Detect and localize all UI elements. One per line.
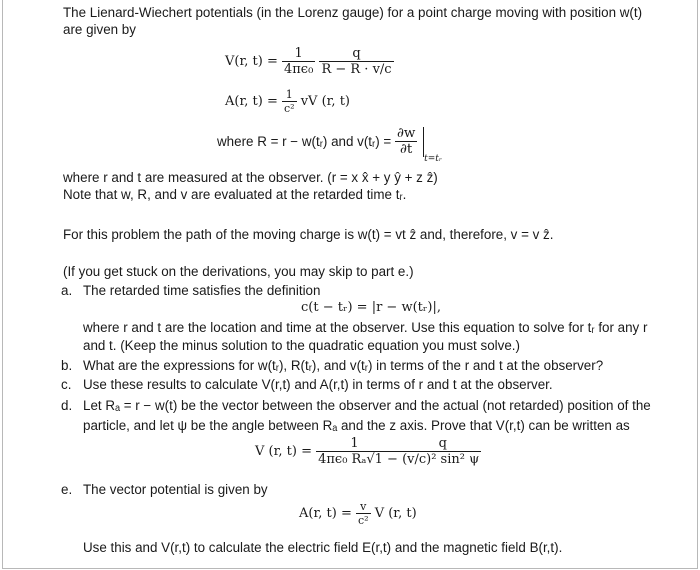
equation-vector-potential (225, 88, 350, 115)
part-c-label: c. (61, 377, 72, 392)
part-c (61, 377, 553, 392)
part-e-eq-lhs: A(r, t) = (299, 506, 352, 521)
part-a-line-3: and t. (Keep the minus solution to the quadratic equation you must solve.) (83, 338, 520, 353)
intro-line-1: The Lienard-Wiechert potentials (in the Lorenz gauge) for a point charge moving with position w(t) (63, 5, 643, 20)
eq-a-frac-num: 1 (285, 88, 293, 101)
eq-v-frac2-num: q (352, 46, 361, 61)
part-e-eq-rhs: V (r, t) (374, 506, 417, 521)
part-d-eq-num: 1 (350, 436, 359, 451)
part-d-label: d. (61, 398, 73, 413)
eq-v-lhs: V(r, t) = (225, 54, 278, 69)
part-b-label: b. (61, 358, 73, 373)
eq-v-frac-2 (319, 46, 393, 77)
part-e-line-2: Use this and V(r,t) to calculate the electric field E(r,t) and the magnetic field B(r,t). (83, 540, 563, 555)
part-e-line-1 (61, 482, 268, 497)
equation-scalar-potential (225, 46, 394, 77)
part-a-line-2: where r and t are the location and time at the observer. Use this equation to solve for tᵣ for any r (83, 320, 648, 335)
part-d-eq-num-row (316, 436, 481, 451)
equation-definitions (217, 126, 442, 164)
part-e-eq-den: c² (357, 514, 369, 527)
part-e-eq-frac (356, 500, 371, 527)
part-d-eq-lhs: V (r, t) = (255, 444, 312, 459)
part-b (61, 358, 603, 373)
part-a-text: The retarded time satisfies the definition (83, 283, 321, 298)
part-d-eq-den: 4πϵ₀ Rₐ√1 − (v/c)² sin² ψ (318, 452, 480, 467)
eq-r-frac-den: ∂t (395, 141, 417, 157)
problem-page (2, 0, 698, 569)
eq-r-frac-num: ∂w (396, 126, 416, 141)
eq-a-rhs: vV (r, t) (300, 94, 350, 109)
part-b-text: What are the expressions for w(tᵣ), R(tᵣ), and v(tᵣ) in terms of the r and t at the observer? (83, 358, 604, 373)
problem-line: For this problem the path of the moving charge is w(t) = vt ẑ and, therefore, v = v ẑ. (63, 227, 554, 242)
part-e-label: e. (61, 482, 73, 497)
part-a-line-1 (61, 283, 320, 298)
part-d-line-2: particle, and let ψ be the angle between Rₐ and the z axis. Prove that V(r,t) can be written as (83, 418, 630, 433)
part-c-text: Use these results to calculate V(r,t) and A(r,t) in terms of r and t at the observer. (83, 377, 553, 392)
observer-line: where r and t are measured at the observer. (r = x x̂ + y ŷ + z ẑ) (63, 170, 438, 185)
part-e-text: The vector potential is given by (83, 482, 268, 497)
part-d-eq-frac (316, 436, 481, 467)
part-a-label: a. (61, 283, 73, 298)
eq-a-lhs: A(r, t) = (225, 94, 278, 109)
eq-r-derivative (395, 126, 417, 157)
part-d-eq-num2: q (438, 436, 447, 451)
part-d-line-1 (61, 398, 651, 413)
eq-a-frac (282, 88, 297, 115)
eq-a-frac-den: c² (283, 102, 295, 115)
eval-bar (423, 127, 424, 157)
eq-r-where: where R = r − w(tᵣ) and v(tᵣ) = (217, 134, 392, 149)
part-d-text: Let Rₐ = r − w(t) be the vector between the observer and the actual (not retarded) position of the (83, 398, 651, 413)
intro-line-2: are given by (63, 22, 136, 37)
part-a-equation: c(t − tᵣ) = |r − w(tᵣ)|, (301, 300, 441, 315)
part-e-eq-num: v (360, 500, 367, 513)
eq-r-eval: t=tᵣ (424, 154, 442, 165)
eq-v-frac1-num: 1 (294, 46, 303, 61)
part-d-equation (255, 436, 481, 467)
part-e-equation (299, 500, 417, 527)
note-line: Note that w, R, and v are evaluated at the retarded time tᵣ. (63, 187, 407, 202)
skip-line: (If you get stuck on the derivations, you may skip to part e.) (63, 264, 414, 279)
eq-v-frac1-den: 4πϵ₀ (283, 62, 314, 77)
eq-v-frac2-den: R − R · v/c (321, 62, 392, 77)
eq-v-frac-1 (282, 46, 315, 77)
